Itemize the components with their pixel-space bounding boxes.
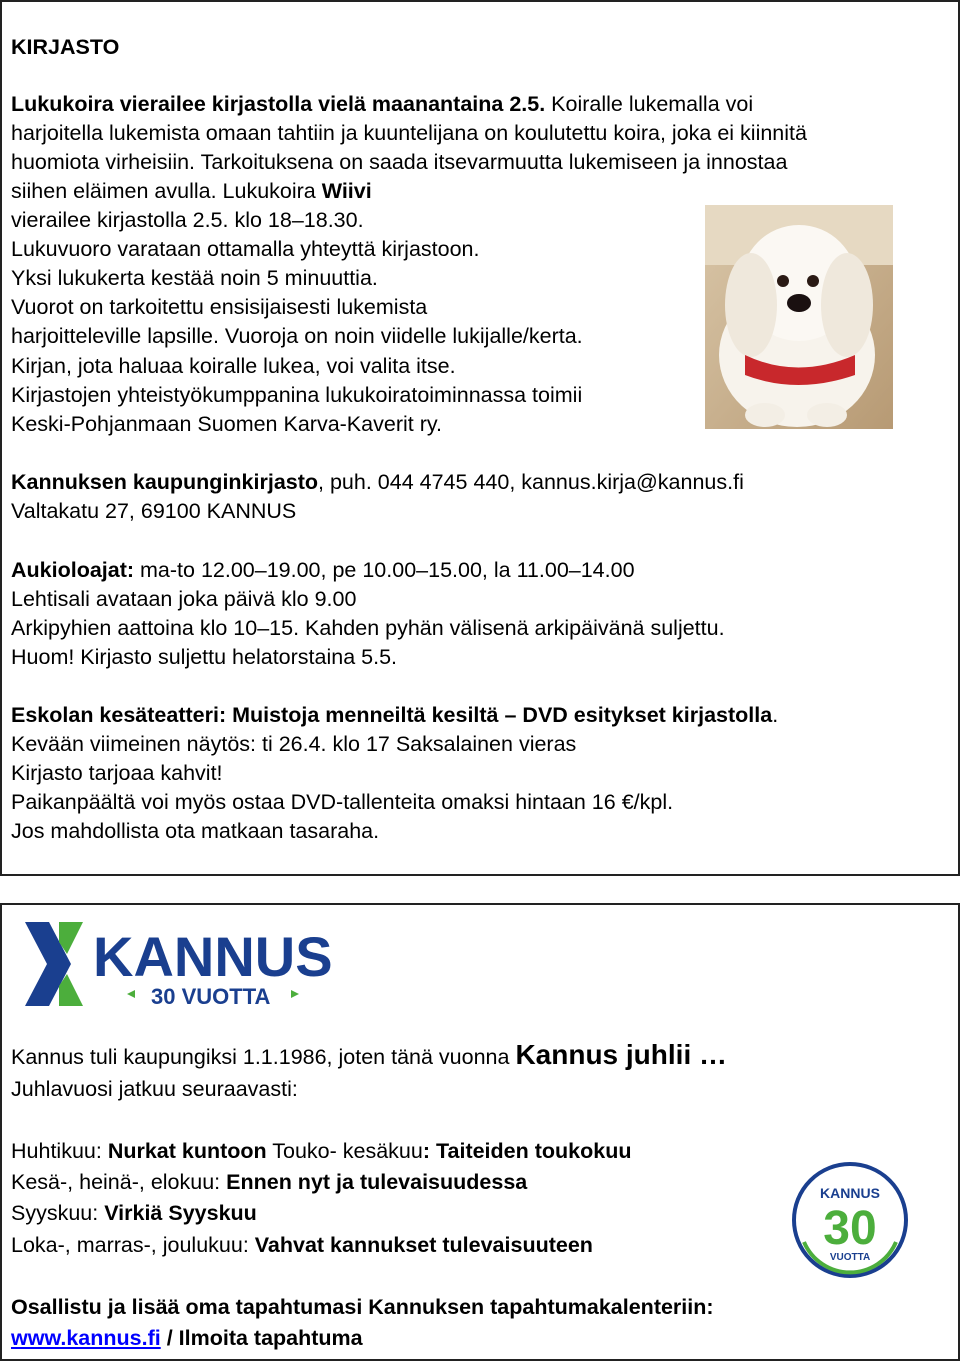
opening-hours-line: Huom! Kirjasto suljettu helatorstaina 5.5. bbox=[11, 645, 398, 669]
library-text-line: Keski-Pohjanmaan Suomen Karva-Kaverit ry. bbox=[11, 412, 442, 436]
library-text-line: Kirjastojen yhteistyökumppanina lukukoiratoiminnassa toimii bbox=[11, 383, 583, 407]
library-text-line: huomiota virheisiin. Tarkoituksena on saada itsevarmuutta lukemiseen ja innostaa bbox=[11, 150, 788, 174]
opening-hours-line: Lehtisali avataan joka päivä klo 9.00 bbox=[11, 587, 357, 611]
logo-sub: 30 VUOTTA bbox=[151, 984, 271, 1008]
library-text-line: Lukukoira vierailee kirjastolla vielä maanantaina 2.5. Koiralle lukemalla voi bbox=[11, 92, 754, 116]
theatre-line: Kirjasto tarjoaa kahvit! bbox=[11, 761, 223, 785]
opening-hours: Aukioloajat: ma-to 12.00–19.00, pe 10.00–15.00, la 11.00–14.00 bbox=[11, 558, 635, 582]
library-text-line: harjoitella lukemista omaan tahtiin ja kuuntelijana on koulutettu koira, joka ei kiinnitä bbox=[11, 121, 807, 145]
program-line: Huhtikuu: Nurkat kuntoon Touko- kesäkuu: Taiteiden toukokuu bbox=[11, 1139, 632, 1163]
program-line: Kesä-, heinä-, elokuu: Ennen nyt ja tulevaisuudessa bbox=[11, 1170, 528, 1194]
program-line: Syyskuu: Virkiä Syyskuu bbox=[11, 1201, 257, 1225]
opening-hours-line: Arkipyhien aattoina klo 10–15. Kahden pyhän välisenä arkipäivänä suljettu. bbox=[11, 616, 725, 640]
kannus-website-link[interactable]: www.kannus.fi bbox=[11, 1326, 161, 1350]
theatre-line: Kevään viimeinen näytös: ti 26.4. klo 17 Saksalainen vieras bbox=[11, 732, 577, 756]
theatre-line: Jos mahdollista ota matkaan tasaraha. bbox=[11, 819, 380, 843]
badge-num: 30 bbox=[823, 1202, 877, 1255]
theatre-heading: Eskolan kesäteatteri: Muistoja menneiltä kesiltä – DVD esitykset kirjastolla. bbox=[11, 703, 779, 727]
anniversary-intro-line: Juhlavuosi jatkuu seuraavasti: bbox=[11, 1077, 298, 1101]
badge-bottom: VUOTTA bbox=[829, 1252, 871, 1263]
theatre-line: Paikanpäältä voi myös ostaa DVD-tallenteita omaksi hintaan 16 €/kpl. bbox=[11, 790, 674, 814]
library-text-line: Vuorot on tarkoitettu ensisijaisesti lukemista bbox=[11, 295, 428, 319]
library-text-line: Kirjan, jota haluaa koiralle lukea, voi valita itse. bbox=[11, 354, 456, 378]
cta-line: Osallistu ja lisää oma tapahtumasi Kannuksen tapahtumakalenteriin: bbox=[11, 1295, 714, 1319]
badge-top: KANNUS bbox=[820, 1185, 880, 1201]
library-text-line: siihen eläimen avulla. Lukukoira Wiivi bbox=[11, 179, 372, 203]
library-heading: KIRJASTO bbox=[11, 35, 120, 59]
library-text-line: harjoitteleville lapsille. Vuoroja on noin viidelle lukijalle/kerta. bbox=[11, 324, 583, 348]
library-text-line: Lukuvuoro varataan ottamalla yhteyttä kirjastoon. bbox=[11, 237, 480, 261]
kannus-30-logo bbox=[23, 920, 335, 1008]
library-text-line: vierailee kirjastolla 2.5. klo 18–18.30. bbox=[11, 208, 364, 232]
kannus-30-badge bbox=[790, 1160, 910, 1280]
library-text-line: Yksi lukukerta kestää noin 5 minuuttia. bbox=[11, 266, 378, 290]
logo-word: KANNUS bbox=[93, 925, 333, 988]
anniversary-intro: Kannus tuli kaupungiksi 1.1.1986, joten tänä vuonna Kannus juhlii … bbox=[11, 1039, 727, 1070]
program-line: Loka-, marras-, joulukuu: Vahvat kannukset tulevaisuuteen bbox=[11, 1233, 593, 1257]
library-address: Valtakatu 27, 69100 KANNUS bbox=[11, 499, 297, 523]
library-contact: Kannuksen kaupunginkirjasto, puh. 044 4745 440, kannus.kirja@kannus.fi bbox=[11, 470, 744, 494]
dog-photo bbox=[705, 205, 893, 429]
cta-link-line: www.kannus.fi / Ilmoita tapahtuma bbox=[11, 1326, 363, 1350]
